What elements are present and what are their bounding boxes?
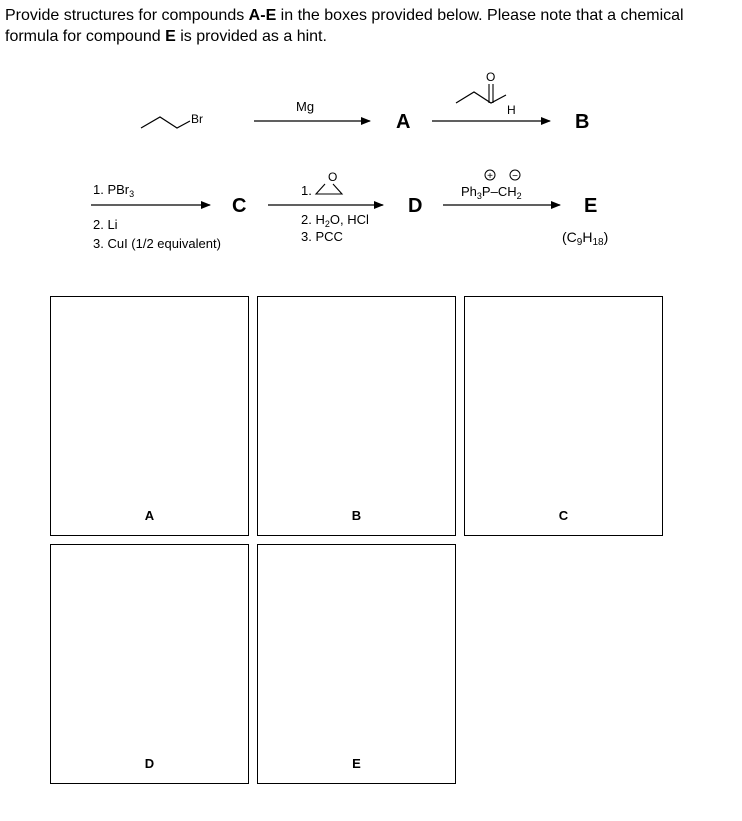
answer-box-a[interactable] [50, 296, 249, 536]
compound-e-label: E [584, 195, 598, 217]
pcc-step: 3. PCC [301, 229, 343, 244]
epoxide-step-number: 1. [301, 183, 312, 198]
propanal-skeleton [456, 92, 506, 103]
minus-charge: − [512, 171, 518, 182]
instructions-bold-a: A [248, 7, 261, 24]
instructions-bold-e-2: E [165, 28, 176, 45]
aldehyde-hydrogen: H [507, 103, 516, 117]
compound-b-label: B [575, 111, 590, 133]
answer-box-e[interactable] [257, 544, 456, 784]
compound-c-label: C [232, 195, 247, 217]
instructions-bold-e: E [265, 7, 277, 24]
compound-d-label: D [408, 195, 423, 217]
propyl-bromide-skeleton [141, 117, 190, 128]
answer-box-label: E [352, 756, 361, 771]
instructions-text-3: is provided as a hint. [175, 28, 327, 45]
epoxide-oxygen: O [328, 170, 338, 184]
compound-a-label: A [396, 111, 411, 133]
cui-step: 3. CuI (1/2 equivalent) [93, 236, 221, 251]
ylide-reagent: $Ph_3P-CH_2$ [461, 184, 522, 201]
answer-box-label: D [144, 756, 155, 771]
bromine-label: Br [191, 112, 203, 126]
mg-reagent: Mg [296, 99, 315, 114]
answer-box-c[interactable] [464, 296, 663, 536]
answer-box-label: A [144, 508, 155, 523]
h2o-hcl-step: 2. $H_2O$, HCl [301, 212, 369, 229]
reaction-scheme [0, 0, 742, 290]
instructions-text-1: Provide structures for compounds [5, 7, 249, 24]
answer-box-label: C [558, 508, 569, 523]
compound-e-formula: $(C_9H_{18})$ [562, 229, 609, 248]
instructions-dash: - [260, 7, 266, 24]
pbr3-step: 1. PBr$_3$ [93, 182, 135, 199]
li-step: 2. Li [93, 217, 118, 232]
answer-box-d[interactable] [50, 544, 249, 784]
instructions-text-2: in the boxes provided below. Please note that a chemical formula for compound [5, 7, 684, 45]
answer-box-label: B [351, 508, 362, 523]
epoxide-ring [316, 184, 342, 194]
aldehyde-oxygen: O [486, 70, 496, 84]
plus-charge: + [487, 171, 493, 182]
answer-box-b[interactable] [257, 296, 456, 536]
